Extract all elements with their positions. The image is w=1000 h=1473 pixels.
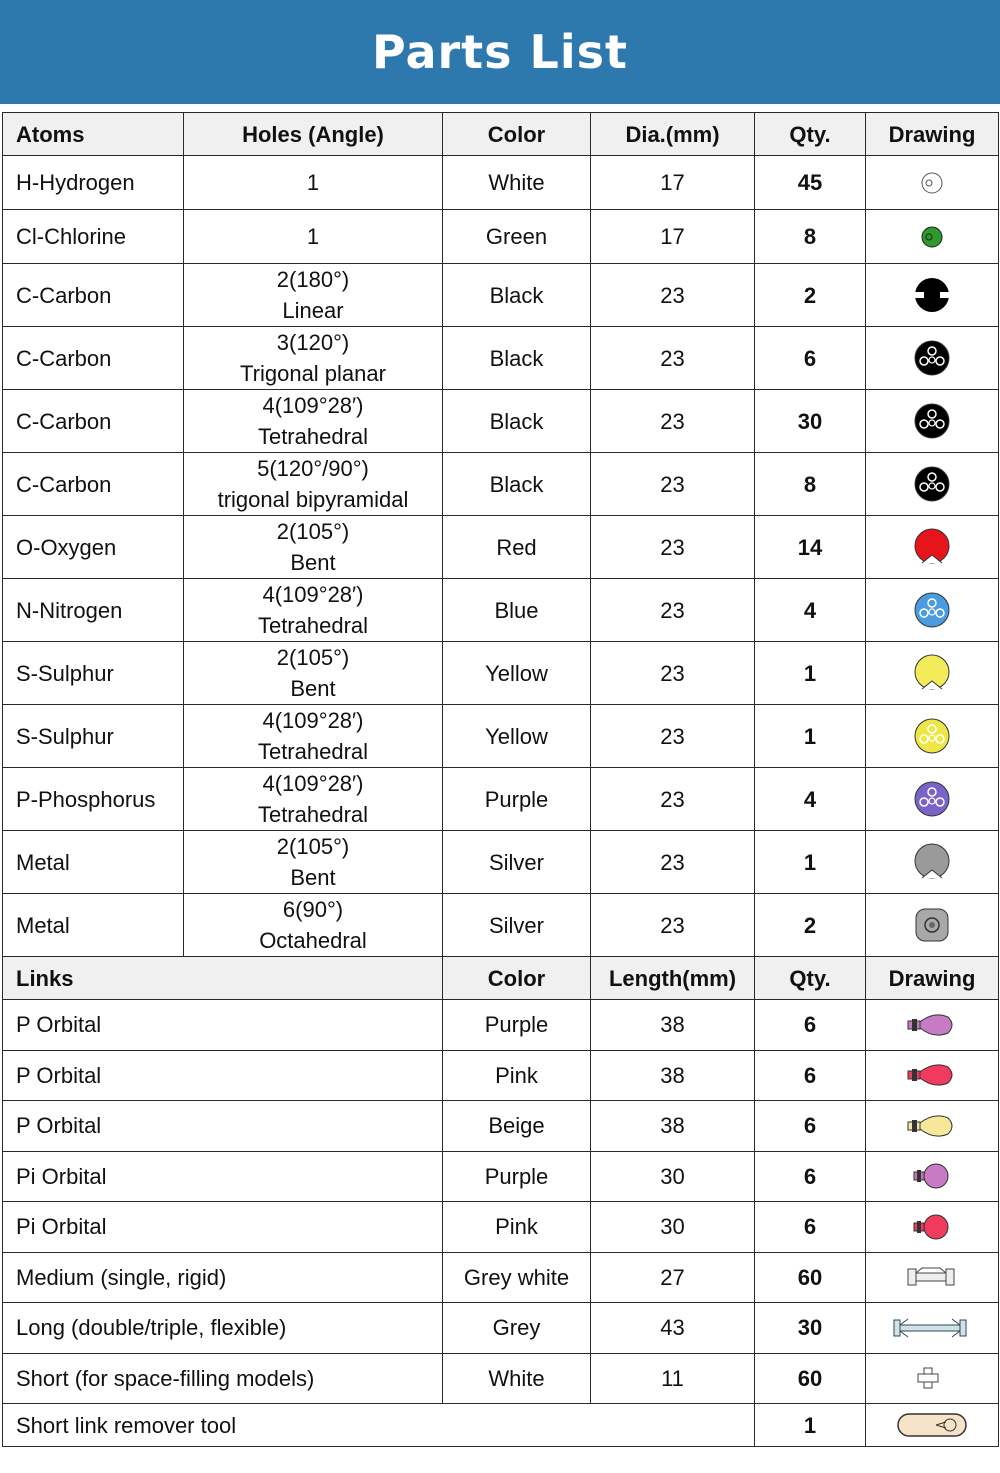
dia-header: Dia.(mm) [591, 113, 755, 156]
atom-row [3, 642, 999, 705]
holes-geometry: Tetrahedral [257, 739, 369, 764]
holes-count: 3(120°) [276, 330, 350, 355]
p-orbital-beige-icon [904, 1110, 960, 1142]
tool-name: Short link remover tool [3, 1404, 755, 1447]
link-color-header: Color [443, 957, 591, 1000]
atom-row [3, 327, 999, 390]
atom-drawing [866, 264, 999, 327]
atom-row [3, 516, 999, 579]
link-drawing [866, 1353, 999, 1404]
atom-name: C-Carbon [3, 390, 184, 453]
link-qty: 6 [755, 1050, 866, 1101]
atom-name: C-Carbon [3, 264, 184, 327]
atom-qty: 6 [755, 327, 866, 390]
phosphorus-atom-icon [912, 779, 952, 819]
atom-name: Cl-Chlorine [3, 210, 184, 264]
link-drawing-header: Drawing [866, 957, 999, 1000]
link-qty: 6 [755, 1151, 866, 1202]
oxygen-atom-icon [912, 527, 952, 567]
atom-holes [184, 768, 443, 831]
atom-holes [184, 156, 443, 210]
atom-drawing [866, 705, 999, 768]
links-header: Links [3, 957, 443, 1000]
link-drawing [866, 1303, 999, 1354]
link-row [3, 1151, 999, 1202]
link-length: 38 [591, 1101, 755, 1152]
page-title: Parts List [371, 25, 629, 79]
pi-orbital-pink-icon [904, 1211, 960, 1243]
atom-row [3, 705, 999, 768]
length-header: Length(mm) [591, 957, 755, 1000]
sulphur-bent-icon [912, 653, 952, 693]
atom-drawing [866, 156, 999, 210]
link-color: Pink [443, 1050, 591, 1101]
holes-count: 5(120°/90°) [257, 456, 369, 481]
holes-count: 4(109°28′) [262, 393, 364, 418]
atom-qty: 30 [755, 390, 866, 453]
atom-name: S-Sulphur [3, 642, 184, 705]
links-header-row [3, 957, 999, 1000]
atom-color: Black [443, 390, 591, 453]
atom-name: O-Oxygen [3, 516, 184, 579]
link-qty: 60 [755, 1353, 866, 1404]
link-color: Pink [443, 1202, 591, 1253]
link-name: P Orbital [3, 1101, 443, 1152]
atom-color: Purple [443, 768, 591, 831]
atom-row [3, 156, 999, 210]
link-length: 30 [591, 1202, 755, 1253]
medium-link-icon [904, 1261, 960, 1293]
atom-name: C-Carbon [3, 327, 184, 390]
holes-geometry: Bent [290, 865, 336, 890]
atom-holes [184, 642, 443, 705]
atom-drawing [866, 516, 999, 579]
link-name: Long (double/triple, flexible) [3, 1303, 443, 1354]
holes-geometry: trigonal bipyramidal [217, 487, 409, 512]
link-row [3, 1303, 999, 1354]
parts-table [2, 112, 999, 1447]
atom-qty: 8 [755, 210, 866, 264]
atom-row [3, 264, 999, 327]
atom-name: N-Nitrogen [3, 579, 184, 642]
link-row [3, 1353, 999, 1404]
chlorine-atom-icon [912, 217, 952, 257]
link-name: P Orbital [3, 1050, 443, 1101]
atom-name: Metal [3, 894, 184, 957]
atom-row [3, 579, 999, 642]
atom-qty: 1 [755, 831, 866, 894]
atom-dia: 23 [591, 453, 755, 516]
link-color: Purple [443, 1151, 591, 1202]
atom-color: Black [443, 453, 591, 516]
holes-count: 2(180°) [276, 267, 350, 292]
atom-name: Metal [3, 831, 184, 894]
link-length: 27 [591, 1252, 755, 1303]
metal-octahedral-icon [912, 905, 952, 945]
atom-drawing [866, 390, 999, 453]
atom-drawing [866, 579, 999, 642]
link-length: 30 [591, 1151, 755, 1202]
long-link-icon [892, 1312, 972, 1344]
atoms-header: Atoms [3, 113, 184, 156]
atom-qty: 1 [755, 642, 866, 705]
pi-orbital-purple-icon [904, 1160, 960, 1192]
holes-count: 1 [306, 170, 320, 195]
holes-geometry: Trigonal planar [240, 361, 386, 386]
tool-row [3, 1404, 999, 1447]
link-drawing [866, 1202, 999, 1253]
link-qty: 6 [755, 1101, 866, 1152]
atom-color: Green [443, 210, 591, 264]
atom-row [3, 390, 999, 453]
atom-qty: 14 [755, 516, 866, 579]
link-name: Medium (single, rigid) [3, 1252, 443, 1303]
atom-name: S-Sulphur [3, 705, 184, 768]
atom-holes [184, 453, 443, 516]
atom-holes [184, 579, 443, 642]
p-orbital-purple-icon [904, 1009, 960, 1041]
link-name: Pi Orbital [3, 1151, 443, 1202]
atom-dia: 23 [591, 705, 755, 768]
atom-dia: 23 [591, 768, 755, 831]
link-drawing [866, 1151, 999, 1202]
atom-dia: 23 [591, 831, 755, 894]
link-color: Grey [443, 1303, 591, 1354]
atom-qty: 2 [755, 264, 866, 327]
atom-holes [184, 210, 443, 264]
atom-color: Yellow [443, 705, 591, 768]
atom-row [3, 831, 999, 894]
link-color: Grey white [443, 1252, 591, 1303]
holes-geometry: Bent [290, 550, 336, 575]
link-drawing [866, 1000, 999, 1051]
atom-row [3, 210, 999, 264]
atom-drawing [866, 894, 999, 957]
atom-color: Black [443, 327, 591, 390]
atom-drawing [866, 210, 999, 264]
carbon-trigonal-icon [912, 338, 952, 378]
carbon-bipyramidal-icon [912, 464, 952, 504]
link-qty: 60 [755, 1252, 866, 1303]
link-name: Pi Orbital [3, 1202, 443, 1253]
atom-dia: 17 [591, 156, 755, 210]
atom-row [3, 768, 999, 831]
atom-name: P-Phosphorus [3, 768, 184, 831]
atom-holes [184, 831, 443, 894]
atom-row [3, 453, 999, 516]
link-drawing [866, 1101, 999, 1152]
atom-drawing [866, 768, 999, 831]
holes-count: 4(109°28′) [262, 708, 364, 733]
atom-dia: 23 [591, 264, 755, 327]
title-banner [0, 0, 1000, 104]
link-qty-header: Qty. [755, 957, 866, 1000]
atom-color: White [443, 156, 591, 210]
atom-holes [184, 264, 443, 327]
link-length: 38 [591, 1050, 755, 1101]
atom-name: H-Hydrogen [3, 156, 184, 210]
atom-color: Yellow [443, 642, 591, 705]
remover-tool-icon [896, 1411, 968, 1439]
qty-header: Qty. [755, 113, 866, 156]
atom-qty: 4 [755, 579, 866, 642]
holes-count: 4(109°28′) [262, 582, 364, 607]
holes-geometry: Tetrahedral [257, 613, 369, 638]
link-name: Short (for space-filling models) [3, 1353, 443, 1404]
atom-holes [184, 516, 443, 579]
atom-drawing [866, 831, 999, 894]
color-header: Color [443, 113, 591, 156]
atom-row [3, 894, 999, 957]
link-qty: 6 [755, 1202, 866, 1253]
atom-color: Black [443, 264, 591, 327]
link-drawing [866, 1252, 999, 1303]
atom-color: Blue [443, 579, 591, 642]
link-row [3, 1050, 999, 1101]
sulphur-tetrahedral-icon [912, 716, 952, 756]
atom-color: Silver [443, 894, 591, 957]
p-orbital-pink-icon [904, 1059, 960, 1091]
link-color: Purple [443, 1000, 591, 1051]
atom-dia: 23 [591, 516, 755, 579]
atom-drawing [866, 453, 999, 516]
tool-drawing [866, 1404, 999, 1447]
link-length: 38 [591, 1000, 755, 1051]
link-drawing [866, 1050, 999, 1101]
atom-dia: 23 [591, 327, 755, 390]
atom-dia: 17 [591, 210, 755, 264]
link-name: P Orbital [3, 1000, 443, 1051]
atom-qty: 2 [755, 894, 866, 957]
atom-drawing [866, 642, 999, 705]
atom-dia: 23 [591, 579, 755, 642]
link-qty: 6 [755, 1000, 866, 1051]
atom-holes [184, 894, 443, 957]
drawing-header: Drawing [866, 113, 999, 156]
atom-color: Silver [443, 831, 591, 894]
link-row [3, 1202, 999, 1253]
hydrogen-atom-icon [912, 163, 952, 203]
holes-count: 2(105°) [276, 519, 350, 544]
carbon-linear-icon [912, 275, 952, 315]
link-length: 11 [591, 1353, 755, 1404]
atom-holes [184, 327, 443, 390]
link-row [3, 1101, 999, 1152]
atoms-header-row [3, 113, 999, 156]
holes-count: 2(105°) [276, 645, 350, 670]
atom-color: Red [443, 516, 591, 579]
atom-qty: 4 [755, 768, 866, 831]
holes-count: 6(90°) [282, 897, 344, 922]
holes-count: 4(109°28′) [262, 771, 364, 796]
holes-geometry: Bent [290, 676, 336, 701]
atom-holes [184, 705, 443, 768]
short-link-icon [904, 1362, 960, 1394]
link-qty: 30 [755, 1303, 866, 1354]
atom-holes [184, 390, 443, 453]
holes-geometry: Tetrahedral [257, 802, 369, 827]
atom-qty: 8 [755, 453, 866, 516]
atom-dia: 23 [591, 390, 755, 453]
holes-geometry: Octahedral [259, 928, 367, 953]
metal-bent-icon [912, 842, 952, 882]
holes-count: 1 [306, 224, 320, 249]
link-row [3, 1252, 999, 1303]
carbon-tetrahedral-icon [912, 401, 952, 441]
holes-geometry: Linear [282, 298, 344, 323]
tool-qty: 1 [755, 1404, 866, 1447]
nitrogen-atom-icon [912, 590, 952, 630]
link-length: 43 [591, 1303, 755, 1354]
holes-count: 2(105°) [276, 834, 350, 859]
atom-dia: 23 [591, 894, 755, 957]
link-color: White [443, 1353, 591, 1404]
link-color: Beige [443, 1101, 591, 1152]
link-row [3, 1000, 999, 1051]
atom-drawing [866, 327, 999, 390]
holes-geometry: Tetrahedral [257, 424, 369, 449]
atom-qty: 1 [755, 705, 866, 768]
atom-dia: 23 [591, 642, 755, 705]
holes-header: Holes (Angle) [184, 113, 443, 156]
atom-qty: 45 [755, 156, 866, 210]
atom-name: C-Carbon [3, 453, 184, 516]
